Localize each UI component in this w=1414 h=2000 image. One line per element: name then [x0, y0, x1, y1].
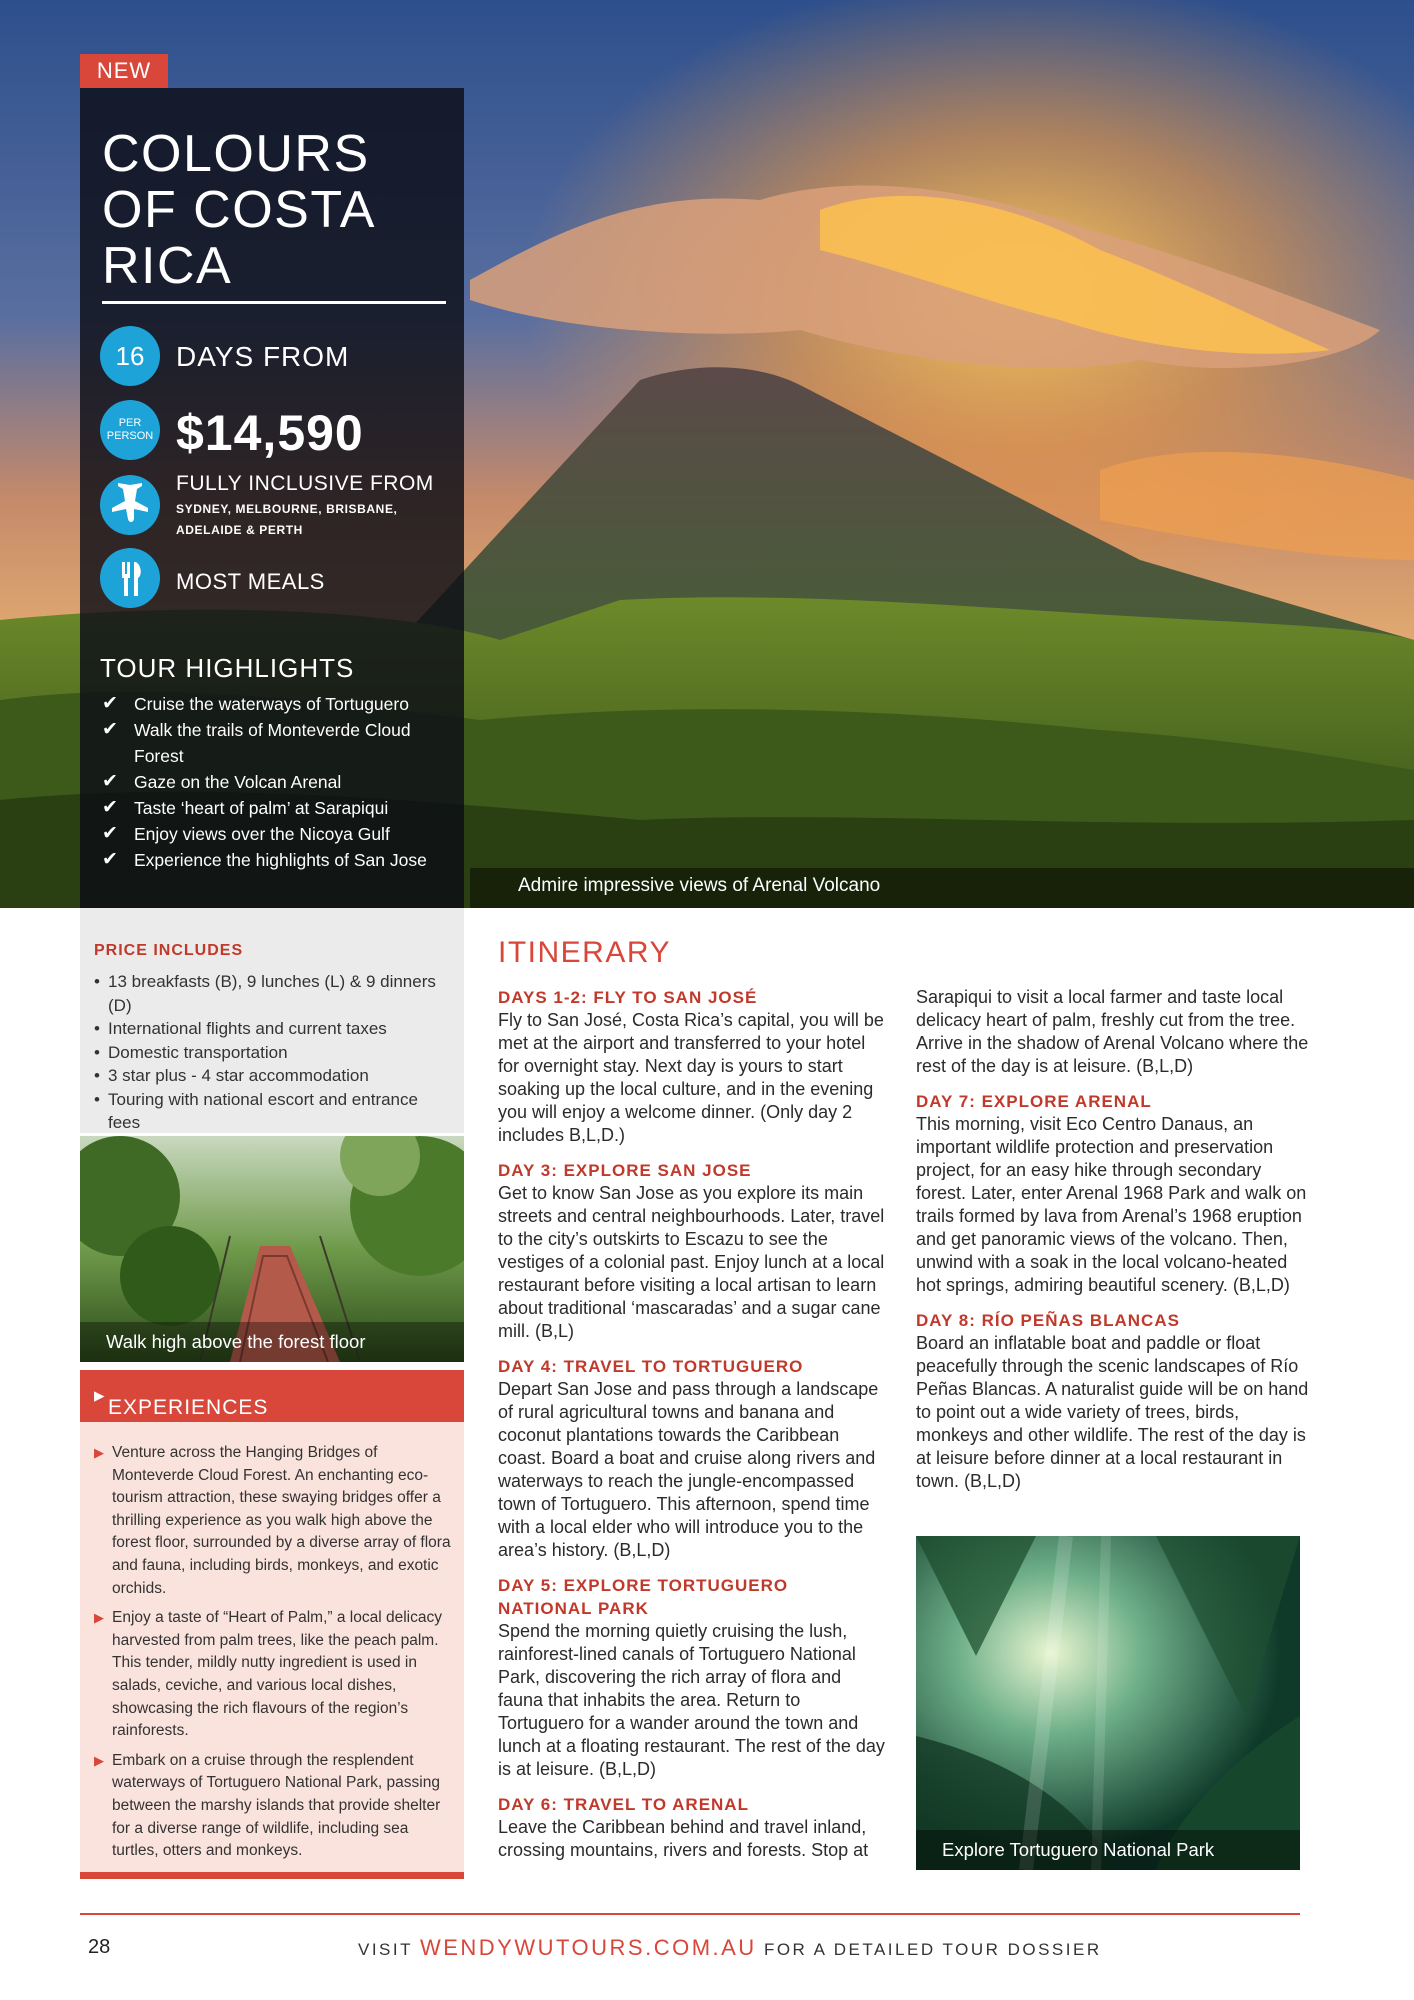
rainforest-illustration: [916, 1536, 1300, 1870]
itinerary-title: ITINERARY: [498, 936, 671, 969]
day-heading: DAY 8: RÍO PEÑAS BLANCAS: [916, 1311, 1180, 1330]
price-include-item: • Touring with national escort and entrance fees: [94, 1088, 454, 1135]
departure-cities: SYDNEY, MELBOURNE, BRISBANE, ADELAIDE & PERTH: [176, 502, 398, 537]
experiences-list: [94, 1442, 454, 1870]
price: $14,590: [176, 405, 364, 461]
highlights-list: [100, 691, 450, 873]
day-text: Get to know San Jose as you explore its main streets and central neighbourhoods. Later, travel to the city’s outskirts to Escazu to see the vestiges of a colonial past. Enjoy lunch at a local restaurant before visiting a local artisan to learn about traditional ‘mascaradas’ and a sugar cane mill. (B,L): [498, 1183, 885, 1341]
triangle-bullet-icon: ▶: [94, 1752, 104, 1768]
day-text-continued: Sarapiqui to visit a local farmer and taste local delicacy heart of palm, freshly cut from the tree. Arrive in the shadow of Arenal Volcano where the rest of the day is at leisure. (B,L,D): [916, 987, 1309, 1076]
tour-info-panel: [80, 88, 464, 908]
day-text: This morning, visit Eco Centro Danaus, an important wildlife protection and preservation project, for an easy hike through secondary forest. Later, enter Arenal 1968 Park and walk on trails formed by lava from Arenal’s 1968 eruption and get panoramic views of the volcano. Then, unwind with a soak in the local volcano-heated hot springs, admiring beautiful scenery. (B,L,D): [916, 1114, 1307, 1295]
footer-line: [358, 1935, 1158, 1961]
experience-item: ▶ Embark on a cruise through the resplendent waterways of Tortuguero National Park, passing between the marshy islands that provide shelter for a diverse range of wildlife, including sea turtles, otters and monkeys.: [94, 1751, 441, 1860]
check-icon: ✔: [102, 797, 118, 818]
highlight-item: ✔ Gaze on the Volcan Arenal: [100, 769, 450, 795]
day-text: Board an inflatable boat and paddle or float peacefully through the scenic landscapes of Río Peñas Blancas. A naturalist guide will be on hand to point out a wide variety of trees, birds, monkeys and other wildlife. The rest of the day is at leisure before dinner at a local restaurant in town. (B,L,D): [916, 1333, 1309, 1491]
price-includes-box: [80, 908, 464, 1133]
day-heading: DAYS 1-2: FLY TO SAN JOSÉ: [498, 988, 758, 1007]
tortuguero-photo: [916, 1536, 1300, 1870]
experiences-header: [80, 1370, 464, 1422]
hero-caption-text: Admire impressive views of Arenal Volcano: [518, 875, 881, 896]
price-include-item: • 13 breakfasts (B), 9 lunches (L) & 9 dinners (D): [94, 970, 454, 1017]
experience-item: ▶ Venture across the Hanging Bridges of Monteverde Cloud Forest. An enchanting eco-tourism attraction, these swaying bridges offer a thrilling experience as you walk high above the forest floor, surrounded by a diverse array of flora and fauna, including birds, monkeys, and exotic orchids.: [94, 1444, 451, 1597]
price-include-item: • International flights and current taxes: [94, 1017, 454, 1041]
per-person-circle: PER PERSON: [100, 400, 160, 460]
day-text: Fly to San José, Costa Rica’s capital, you will be met at the airport and transferred to your hotel for overnight stay. Next day is yours to start soaking up the local culture, and in the evening you will enjoy a welcome dinner. (Only day 2 includes B,L,D.): [498, 1010, 884, 1145]
footer-visit: VISIT: [358, 1940, 413, 1959]
tour-title: COLOURS OF COSTA RICA: [102, 125, 374, 295]
price-includes-title: PRICE INCLUDES: [94, 942, 244, 959]
day-text: Depart San Jose and pass through a landscape of rural agricultural towns and banana and coconut plantations towards the Caribbean coast. Board a boat and cruise along rivers and waterways to reach the jungle-encompassed town of Tortuguero. This afternoon, spend time with a local elder who will introduce you to the area’s history. (B,L,D): [498, 1379, 879, 1560]
footer-suffix: FOR A DETAILED TOUR DOSSIER: [763, 1940, 1102, 1959]
tortuguero-caption-text: Explore Tortuguero National Park: [942, 1839, 1215, 1860]
highlight-item: ✔ Cruise the waterways of Tortuguero: [100, 691, 450, 717]
check-icon: ✔: [102, 771, 118, 792]
experience-item: ▶ Enjoy a taste of “Heart of Palm,” a local delicacy harvested from palm trees, like the peach palm. This tender, mildly nutty ingredient is used in salads, ceviche, and various local dishes, showcasing the rich flavours of the region’s rainforests.: [94, 1609, 442, 1740]
footer-divider: [80, 1913, 1300, 1915]
price-include-item: • Domestic transportation: [94, 1041, 454, 1065]
experiences-bottom-bar: [80, 1872, 464, 1879]
price-includes-list: [94, 970, 454, 1135]
new-badge: NEW: [80, 54, 168, 88]
highlights-title: TOUR HIGHLIGHTS: [100, 653, 355, 683]
meals-label: MOST MEALS: [176, 569, 325, 594]
cutlery-icon: [100, 548, 160, 608]
day-text: Spend the morning quietly cruising the lush, rainforest-lined canals of Tortuguero National Park, discovering the rich array of flora and fauna that inhabits the area. Return to Tortuguero for a wander around the town and lunch at a floating restaurant. The rest of the day is at leisure. (B,L,D): [498, 1621, 885, 1779]
highlight-item: ✔ Walk the trails of Monteverde Cloud Forest: [102, 719, 411, 766]
plane-icon: [100, 475, 160, 535]
hanging-bridge-photo: [80, 1136, 464, 1362]
hero-caption: [470, 868, 1414, 908]
experiences-title: ▸ EXPERIENCES: [94, 1384, 269, 1419]
itinerary-column-2: [916, 986, 1312, 1505]
forest-caption: [80, 1322, 464, 1362]
day-heading: DAY 3: EXPLORE SAN JOSE: [498, 1161, 752, 1180]
price-include-item: • 3 star plus - 4 star accommodation: [94, 1064, 454, 1088]
day-heading: DAY 6: TRAVEL TO ARENAL: [498, 1795, 749, 1814]
triangle-bullet-icon: ▶: [94, 1610, 104, 1626]
triangle-bullet-icon: ▶: [94, 1445, 104, 1460]
title-divider: [102, 301, 446, 304]
tortuguero-caption: [916, 1830, 1300, 1870]
check-icon: ✔: [102, 823, 118, 844]
days-circle: 16: [100, 326, 160, 386]
highlight-item: ✔ Taste ‘heart of palm’ at Sarapiqui: [100, 795, 450, 821]
day-heading: DAY 5: EXPLORE TORTUGUERO NATIONAL PARK: [498, 1576, 789, 1618]
days-label: DAYS FROM: [176, 341, 350, 372]
forest-caption-text: Walk high above the forest floor: [106, 1331, 366, 1352]
day-text: Leave the Caribbean behind and travel inland, crossing mountains, rivers and forests. Stop at: [498, 1817, 869, 1860]
inclusive-label: FULLY INCLUSIVE FROM: [176, 472, 434, 495]
check-icon: ✔: [102, 693, 118, 714]
website-link[interactable]: WENDYWUTOURS.COM.AU: [419, 1935, 757, 1960]
day-heading: DAY 7: EXPLORE ARENAL: [916, 1092, 1152, 1111]
highlight-item: ✔ Enjoy views over the Nicoya Gulf: [100, 821, 450, 847]
day-heading: DAY 4: TRAVEL TO TORTUGUERO: [498, 1357, 804, 1376]
highlight-item: ✔ Experience the highlights of San Jose: [100, 847, 450, 873]
itinerary-column-1: [498, 986, 886, 1874]
page-number: 28: [88, 1936, 111, 1958]
check-icon: ✔: [102, 719, 118, 740]
experiences-box: [80, 1422, 464, 1872]
check-icon: ✔: [102, 849, 118, 870]
